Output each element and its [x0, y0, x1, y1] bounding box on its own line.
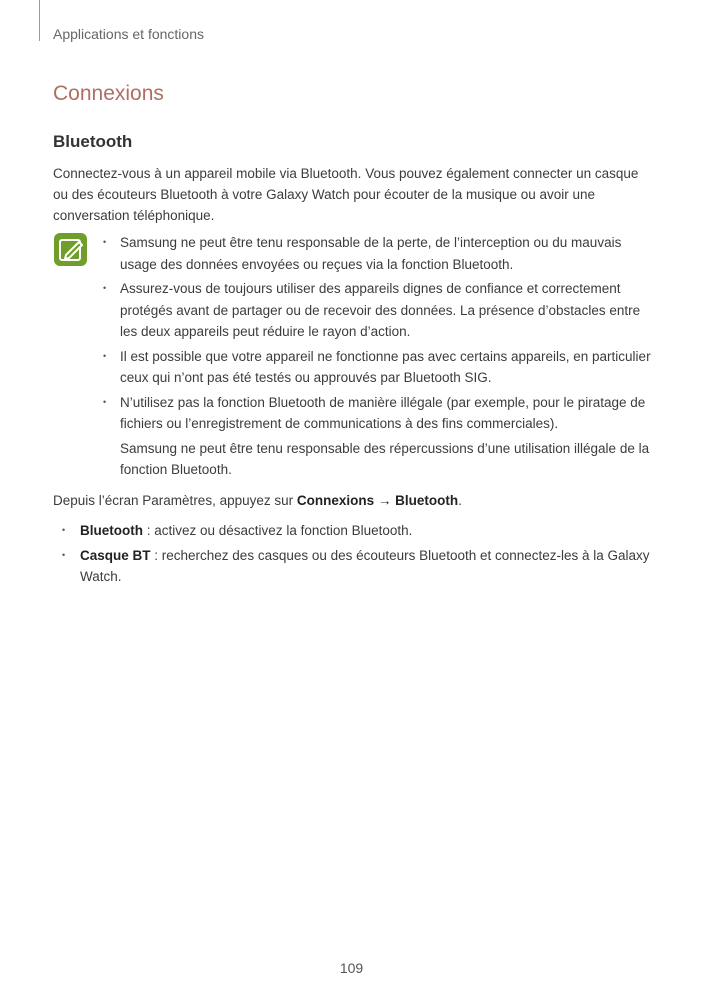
note-list — [102, 232, 654, 484]
note-text: • N’utilisez pas la fonction Bluetooth de manière illégale (par exemple, pour le piratage de fichiers ou l’enregistrement de communications à des fins commerciales). — [120, 394, 646, 431]
option-list — [62, 520, 654, 591]
header-rule — [39, 0, 40, 41]
section-title: Connexions — [53, 82, 164, 105]
note-item — [102, 346, 654, 389]
note-item — [102, 232, 654, 275]
option-item — [62, 545, 654, 588]
page-number: 109 — [339, 960, 364, 976]
menu-path-connexions: Connexions — [296, 493, 375, 508]
option-item — [62, 520, 654, 542]
note-text: • Assurez-vous de toujours utiliser des appareils dignes de confiance et correctement protégés avant de partager ou de recevoir des données. La présence d’obstacles entre les deux appareils peut réduire le rayon d’action. — [120, 281, 641, 339]
running-header: Applications et fonctions — [53, 26, 204, 42]
note-item — [102, 278, 654, 343]
instruction-prefix: Depuis l’écran Paramètres, appuyez sur — [53, 493, 297, 508]
subsection-title: Bluetooth — [53, 132, 133, 151]
menu-path-arrow: → — [374, 493, 396, 508]
note-pencil-icon — [54, 233, 87, 266]
note-text: • Il est possible que votre appareil ne fonctionne pas avec certains appareils, en particulier ceux qui n’ont pas été testés ou approuvés par Bluetooth SIG. — [120, 348, 651, 385]
note-text: • Samsung ne peut être tenu responsable de la perte, de l’interception ou du mauvais usage des données envoyées ou reçues via la fonction Bluetooth. — [120, 235, 622, 272]
note-text-extra: Samsung ne peut être tenu responsable des répercussions d’une utilisation illégale de la fonction Bluetooth. — [120, 440, 650, 477]
menu-path-bluetooth: Bluetooth — [395, 493, 459, 508]
option-term: Bluetooth — [80, 523, 143, 538]
intro-paragraph: Connectez-vous à un appareil mobile via Bluetooth. Vous pouvez également connecter un casque ou des écouteurs Bluetooth à votre Galaxy Watch pour écouter de la musique ou avoir une conversation téléphonique. — [53, 166, 639, 223]
instruction-suffix: . — [458, 493, 462, 508]
instruction — [53, 493, 462, 508]
option-description: : activez ou désactivez la fonction Bluetooth. — [143, 523, 413, 538]
note-item — [102, 392, 654, 481]
option-term: Casque BT — [80, 547, 151, 563]
option-description: : recherchez des casques ou des écouteurs Bluetooth et connectez-les à la Galaxy Watch. — [80, 547, 650, 584]
